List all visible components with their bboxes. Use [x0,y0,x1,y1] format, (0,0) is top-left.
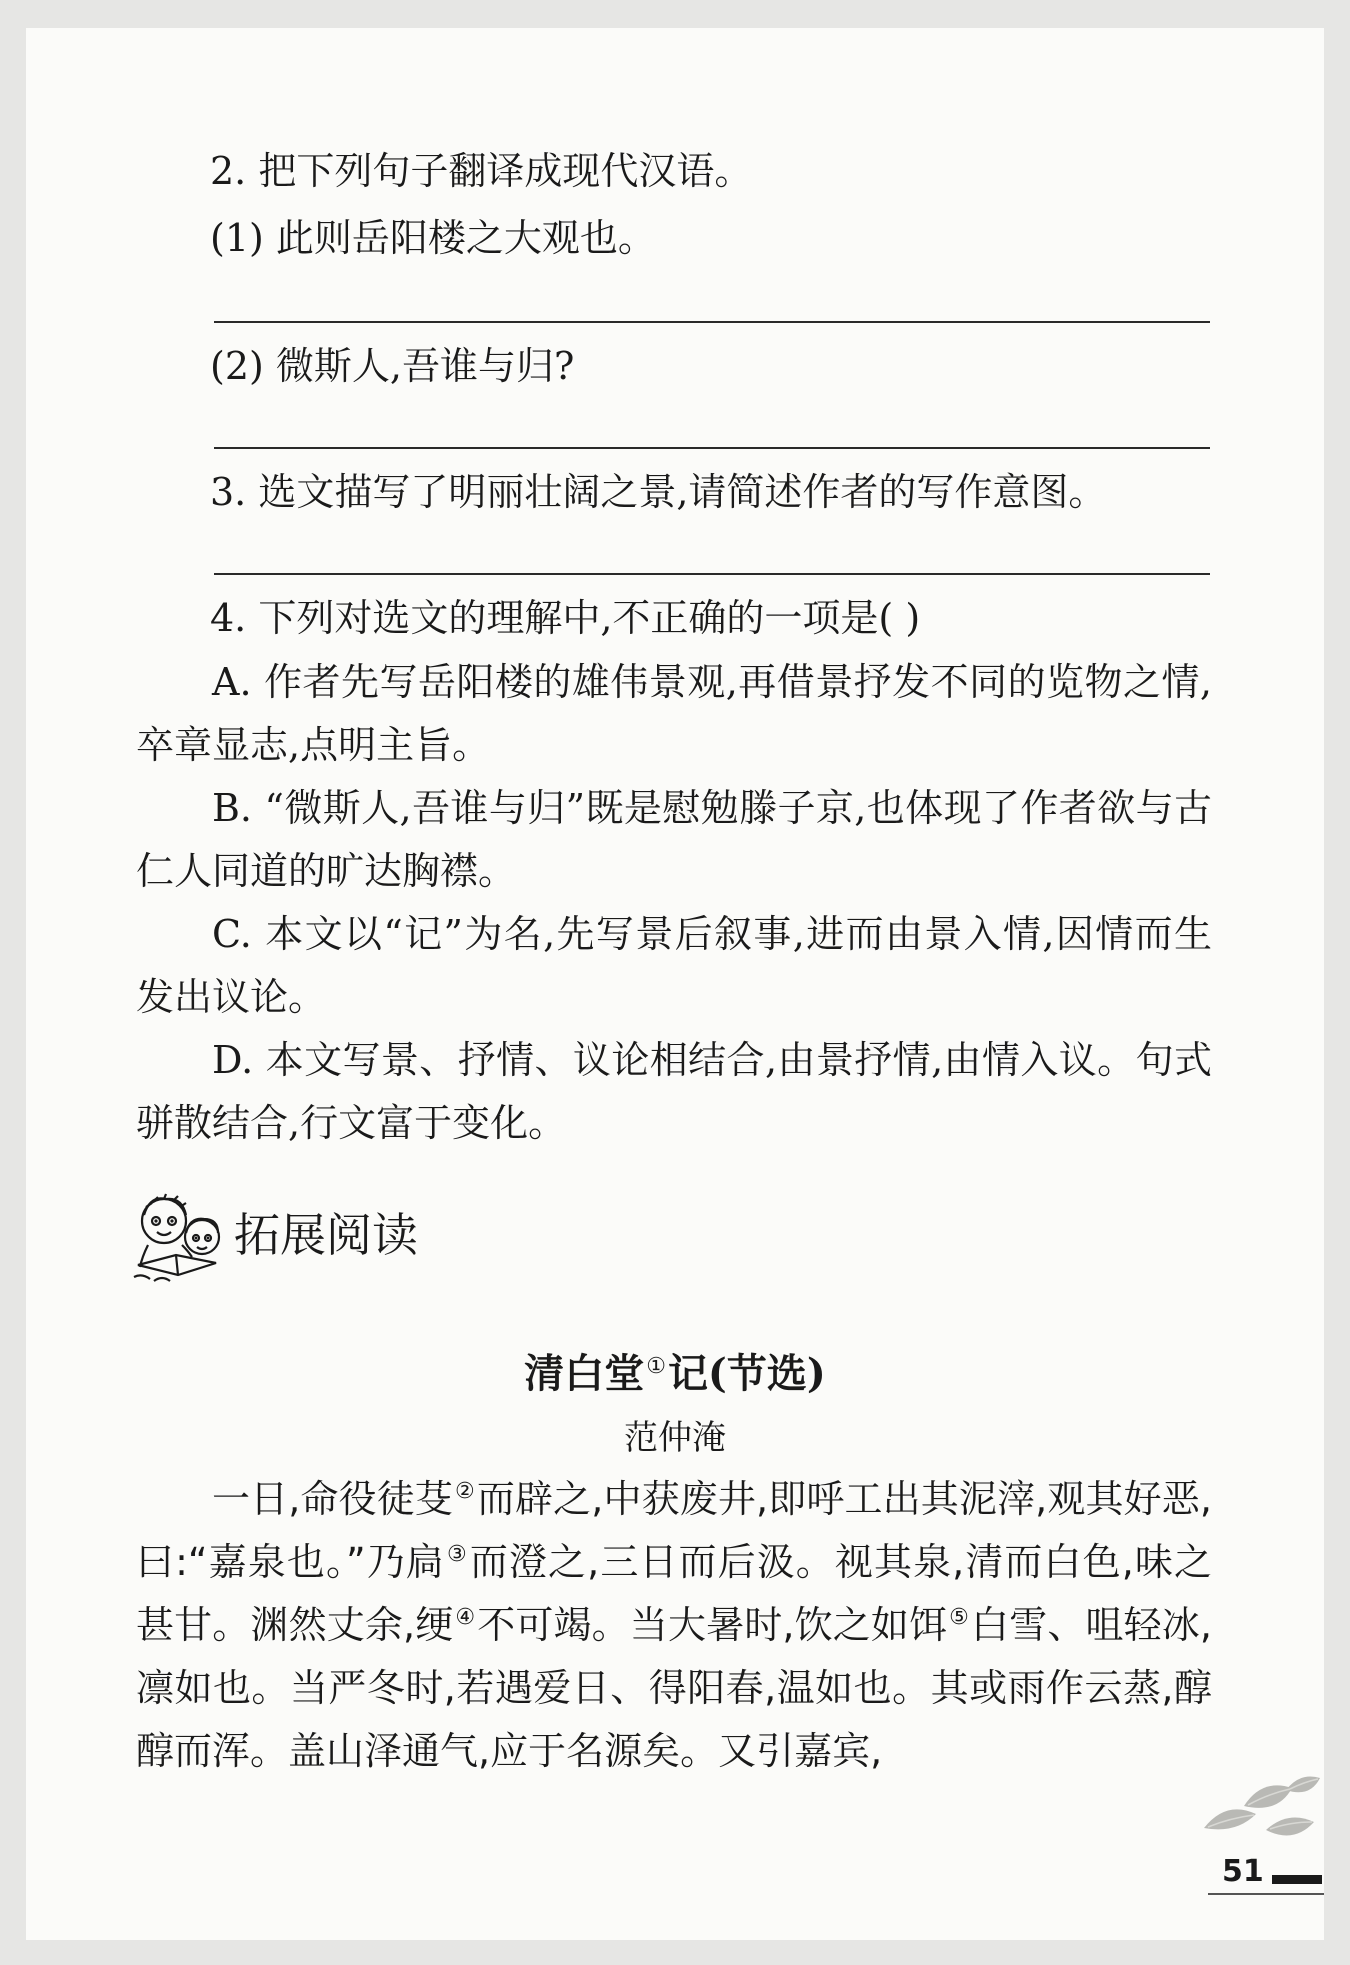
footnote-marker: ④ [455,1605,476,1630]
article-author: 范仲淹 [624,1418,726,1458]
answer-line [214,321,1210,323]
answer-line [214,447,1210,449]
section-heading-label: 拓展阅读 [234,1208,418,1262]
footnote-marker: ⑤ [949,1605,970,1630]
two-children-reading-icon [130,1185,234,1285]
leaf-icon [1196,1770,1324,1860]
reading-passage: 一日,命役徒芟②而辟之,中获废井,即呼工出其泥滓,观其好恶,曰:“嘉泉也。”乃扃③而澄之,三日而后汲。视其泉,清而白色,味之甚甘。渊然丈余,绠④不可竭。当大暑时,饮之如饵⑤白雪、咀轻冰,凛如也。当严冬时,若遇爱日、得阳春,温如也。其或雨作云蒸,醇醇而浑。盖山泽通气,应于名源矣。又引嘉宾, [136,1477,1212,1773]
question-2-item-1: (1) 此则岳阳楼之大观也。 [210,216,656,260]
question-2-prompt: 2. 把下列句子翻译成现代汉语。 [210,149,753,193]
option-d: D. 本文写景、抒情、议论相结合,由景抒情,由情入议。句式骈散结合,行文富于变化。 [136,1038,1212,1145]
page-number: 51 [1222,1854,1264,1889]
page-number-bar [1272,1875,1322,1884]
article-title: 清白堂①记(节选) [524,1350,826,1397]
question-4-prompt: 4. 下列对选文的理解中,不正确的一项是( ) [210,596,921,640]
footnote-marker: ② [455,1479,475,1504]
page-number-rule [1208,1893,1324,1895]
footnote-marker: ③ [447,1542,468,1567]
answer-line [214,573,1210,575]
option-b: B. “微斯人,吾谁与归”既是慰勉滕子京,也体现了作者欲与古仁人同道的旷达胸襟。 [136,786,1212,893]
footnote-marker: ① [646,1354,666,1379]
option-c: C. 本文以“记”为名,先写景后叙事,进而由景入情,因情而生发出议论。 [136,912,1212,1019]
option-a: A. 作者先写岳阳楼的雄伟景观,再借景抒发不同的览物之情,卒章显志,点明主旨。 [136,660,1212,767]
question-3-prompt: 3. 选文描写了明丽壮阔之景,请简述作者的写作意图。 [210,470,1107,514]
question-2-item-2: (2) 微斯人,吾谁与归? [210,344,575,388]
